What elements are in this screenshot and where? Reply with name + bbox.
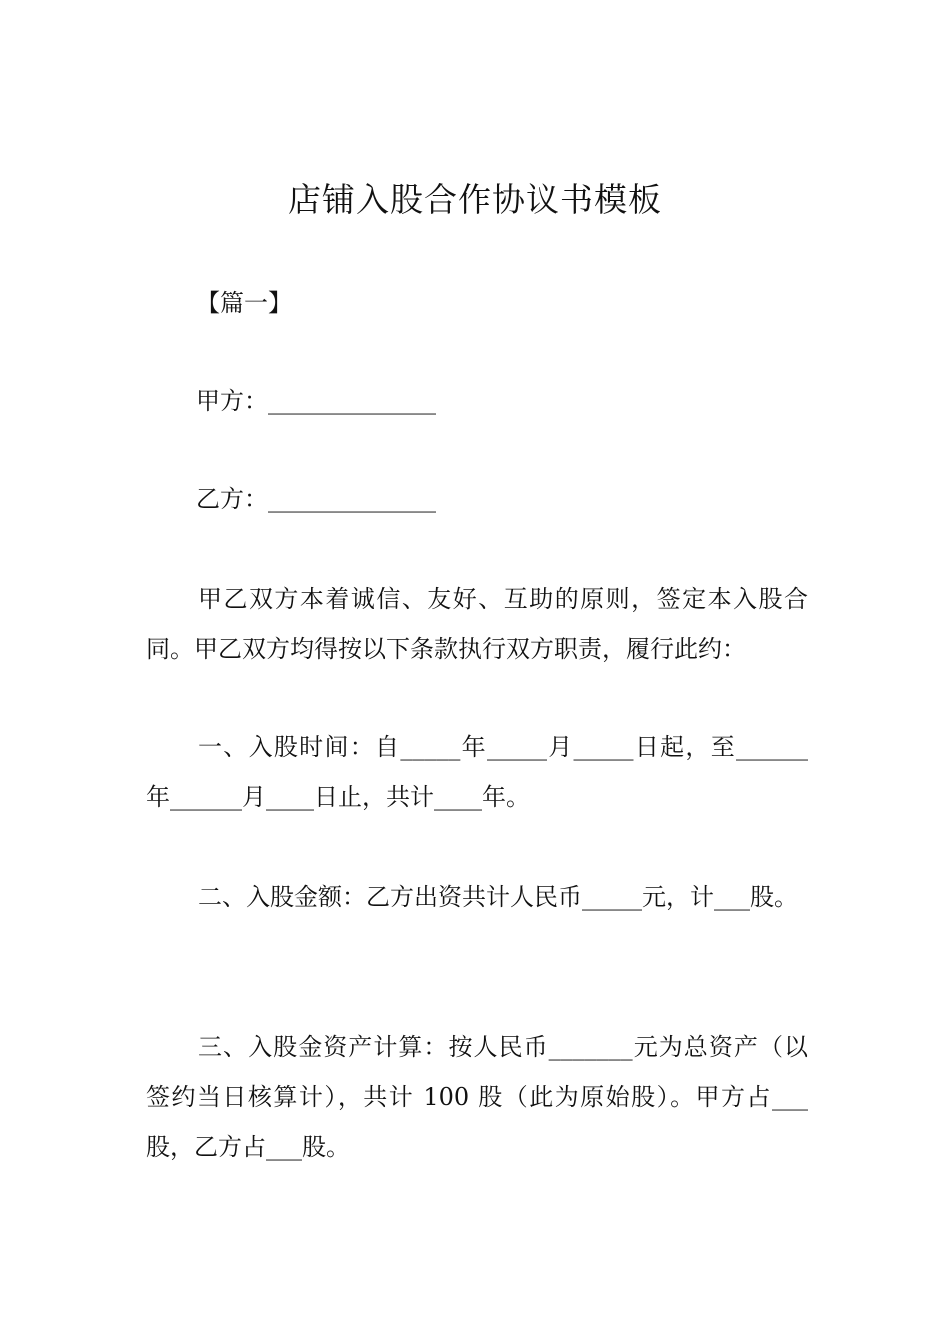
clause-3-paragraph: 三、入股金资产计算：按人民币_______元为总资产（以签约当日核算计），共计 100 股（此为原始股）。甲方占___股，乙方占___股。	[146, 1033, 808, 1161]
intro-paragraph: 甲乙双方本着诚信、友好、互助的原则，签定本入股合同。甲乙双方均得按以下条款执行双方职责，履行此约：	[146, 585, 808, 663]
document-title: 店铺入股合作协议书模板	[288, 180, 662, 219]
section-label: 【篇一】	[196, 289, 292, 317]
clause-2-paragraph: 二、入股金额：乙方出资共计人民币_____元，计___股。	[198, 883, 798, 911]
clause-1-paragraph: 一、入股时间：自_____年_____月_____日起，至______年______月____日止，共计____年。	[146, 733, 808, 811]
party-a-line: 甲方：______________	[196, 387, 436, 415]
party-b-line: 乙方：______________	[196, 485, 436, 513]
